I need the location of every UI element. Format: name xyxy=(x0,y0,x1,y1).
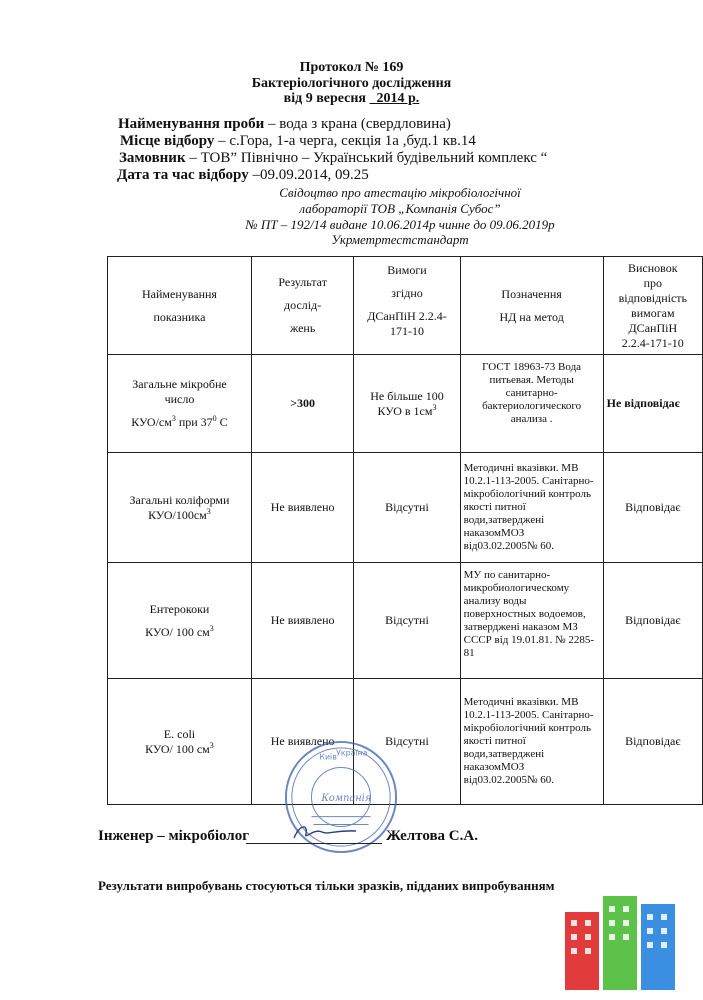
table-header-row xyxy=(108,257,703,355)
header-indicator xyxy=(108,257,252,355)
row1-result: >300 xyxy=(251,355,353,453)
row3-name xyxy=(108,563,252,679)
header-req-line2: згідно xyxy=(391,286,423,300)
header-concl-line3: відповідність xyxy=(618,290,688,305)
protocol-title: Протокол № 169 xyxy=(299,60,404,75)
table-row xyxy=(108,453,703,563)
datetime-label: Дата та час відбору xyxy=(117,167,249,183)
stamp-text-top: Київ xyxy=(319,752,337,762)
row3-requirement: Відсутні xyxy=(354,563,460,679)
row4-requirement: Відсутні xyxy=(354,679,460,805)
signature-name: Желтова С.А. xyxy=(386,828,478,844)
row3-method: МУ по санитарно-микробиологическому анализу воды поверхностных водоемов, затверджені наказом МЗ СССР від 19.01.81. № 2285-81 xyxy=(460,563,603,679)
table-row xyxy=(108,679,703,805)
datetime-line xyxy=(117,167,369,184)
table-row xyxy=(108,355,703,453)
certificate-line-3: № ПТ – 192/14 видане 10.06.2014р чинне до 09.06.2019р xyxy=(245,217,555,232)
row4-name-line2: КУО/ 100 $см^3$ xyxy=(145,740,214,756)
row1-name-line2: число xyxy=(164,392,195,406)
row1-req-line2: КУО в $1см^3$ xyxy=(377,402,437,418)
certificate-line-1: Свідоцтво про атестацію мікробіологічної xyxy=(279,185,521,200)
row2-method: Методичні вказівки. МВ 10.2.1-113-2005. Санітарно-мікробіологічний контроль якості питної води,затверджені наказомМОЗ від03.02.2005№ 60. xyxy=(460,453,603,563)
row4-result: Не виявлено xyxy=(251,679,353,805)
row2-name-line1: Загальні коліформи xyxy=(129,492,230,507)
customer-line xyxy=(119,150,547,167)
header-conclusion xyxy=(603,257,702,355)
building-logo-icon xyxy=(563,890,681,990)
row2-requirement: Відсутні xyxy=(354,453,460,563)
place-label: Місце відбору xyxy=(120,133,215,149)
header-concl-line6: 2.2.4-171-10 xyxy=(621,335,684,350)
protocol-date-prefix: від 9 вересня xyxy=(283,91,367,106)
header-method-line2: НД на метод xyxy=(499,309,564,324)
header-indicator-line2: показника xyxy=(153,309,206,324)
row3-conclusion: Відповідає xyxy=(603,563,702,679)
row3-name-line2: КУО/ 100 $см^3$ xyxy=(145,623,214,639)
row4-method: Методичні вказівки. МВ 10.2.1-113-2005. Санітарно-мікробіологічний контроль якості питної води,затверджені наказомМОЗ від03.02.2005№ 60. xyxy=(460,679,603,805)
header-req-line1: Вимоги xyxy=(387,263,427,277)
certificate-line-2: лабораторії ТОВ „Компанія Субос” xyxy=(299,201,501,216)
table-row xyxy=(108,563,703,679)
certificate-line-4: Укрметртестстандарт xyxy=(331,232,469,247)
row1-unit: КУО/$см^3$ при $37^0$ С xyxy=(131,414,228,429)
row4-name xyxy=(108,679,252,805)
protocol-date-year xyxy=(370,91,420,106)
place-line xyxy=(120,133,476,150)
protocol-date xyxy=(0,91,703,107)
header-indicator-line1: Найменування xyxy=(141,286,217,301)
results-table xyxy=(107,256,703,805)
stamp-text-mid: Україна xyxy=(336,748,368,758)
signature-role: Інженер – мікробіолог xyxy=(98,828,250,844)
header-result xyxy=(251,257,353,355)
header-result-line3: жень xyxy=(289,321,316,335)
sample-label: Найменування проби xyxy=(118,116,265,132)
row1-name xyxy=(108,355,252,453)
row1-conclusion: Не відповідає xyxy=(603,355,702,453)
row2-name xyxy=(108,453,252,563)
sample-line xyxy=(118,116,451,133)
customer-label: Замовник xyxy=(119,150,186,166)
row4-conclusion: Відповідає xyxy=(603,679,702,805)
protocol-date-year-text: 2014 р. xyxy=(376,91,420,106)
row3-name-line1: Ентерококи xyxy=(149,601,210,616)
header-requirements xyxy=(354,257,460,355)
header-method xyxy=(460,257,603,355)
row1-requirement xyxy=(354,355,460,453)
row1-method: ГОСТ 18963-73 Вода питьевая. Методы санитарно-бактериологического анализа . xyxy=(460,355,603,453)
protocol-subtitle: Бактеріологічного дослідження xyxy=(251,76,452,91)
sample-value: – вода з крана (свердловина) xyxy=(264,116,451,132)
stamp-text-center: Компанія xyxy=(321,792,372,804)
row1-req-line1: Не більше 100 xyxy=(370,388,444,403)
row1-name-line1: Загальне мікробне xyxy=(132,377,227,391)
row3-result: Не виявлено xyxy=(251,563,353,679)
row4-name-line1: E. coli xyxy=(163,726,196,741)
datetime-value: –09.09.2014, 09.25 xyxy=(248,167,369,183)
place-value: – с.Гора, 1-а черга, секція 1а ,буд.1 кв.14 xyxy=(214,133,476,149)
header-method-line1: Позначення xyxy=(501,286,562,301)
customer-value: – ТОВ” Північно – Український будівельний комплекс “ xyxy=(185,150,548,166)
header-concl-line5: ДСанПіН xyxy=(628,320,678,335)
header-result-line2: дослід- xyxy=(284,298,322,312)
header-req-line3: ДСанПіН 2.2.4-171-10 xyxy=(367,309,447,338)
header-result-line1: Результат xyxy=(278,275,327,289)
header-concl-line4: вимогам xyxy=(631,305,675,320)
footer-note: Результати випробувань стосуються тільки зразків, підданих випробуванням xyxy=(98,878,555,893)
header-concl-line2: про xyxy=(643,275,663,290)
signature-scribble-icon xyxy=(290,820,360,844)
row2-result: Не виявлено xyxy=(251,453,353,563)
row2-name-line2: КУО/$100см^3$ xyxy=(148,506,211,522)
header-concl-line1: Висновок xyxy=(628,260,678,275)
row2-conclusion: Відповідає xyxy=(603,453,702,563)
